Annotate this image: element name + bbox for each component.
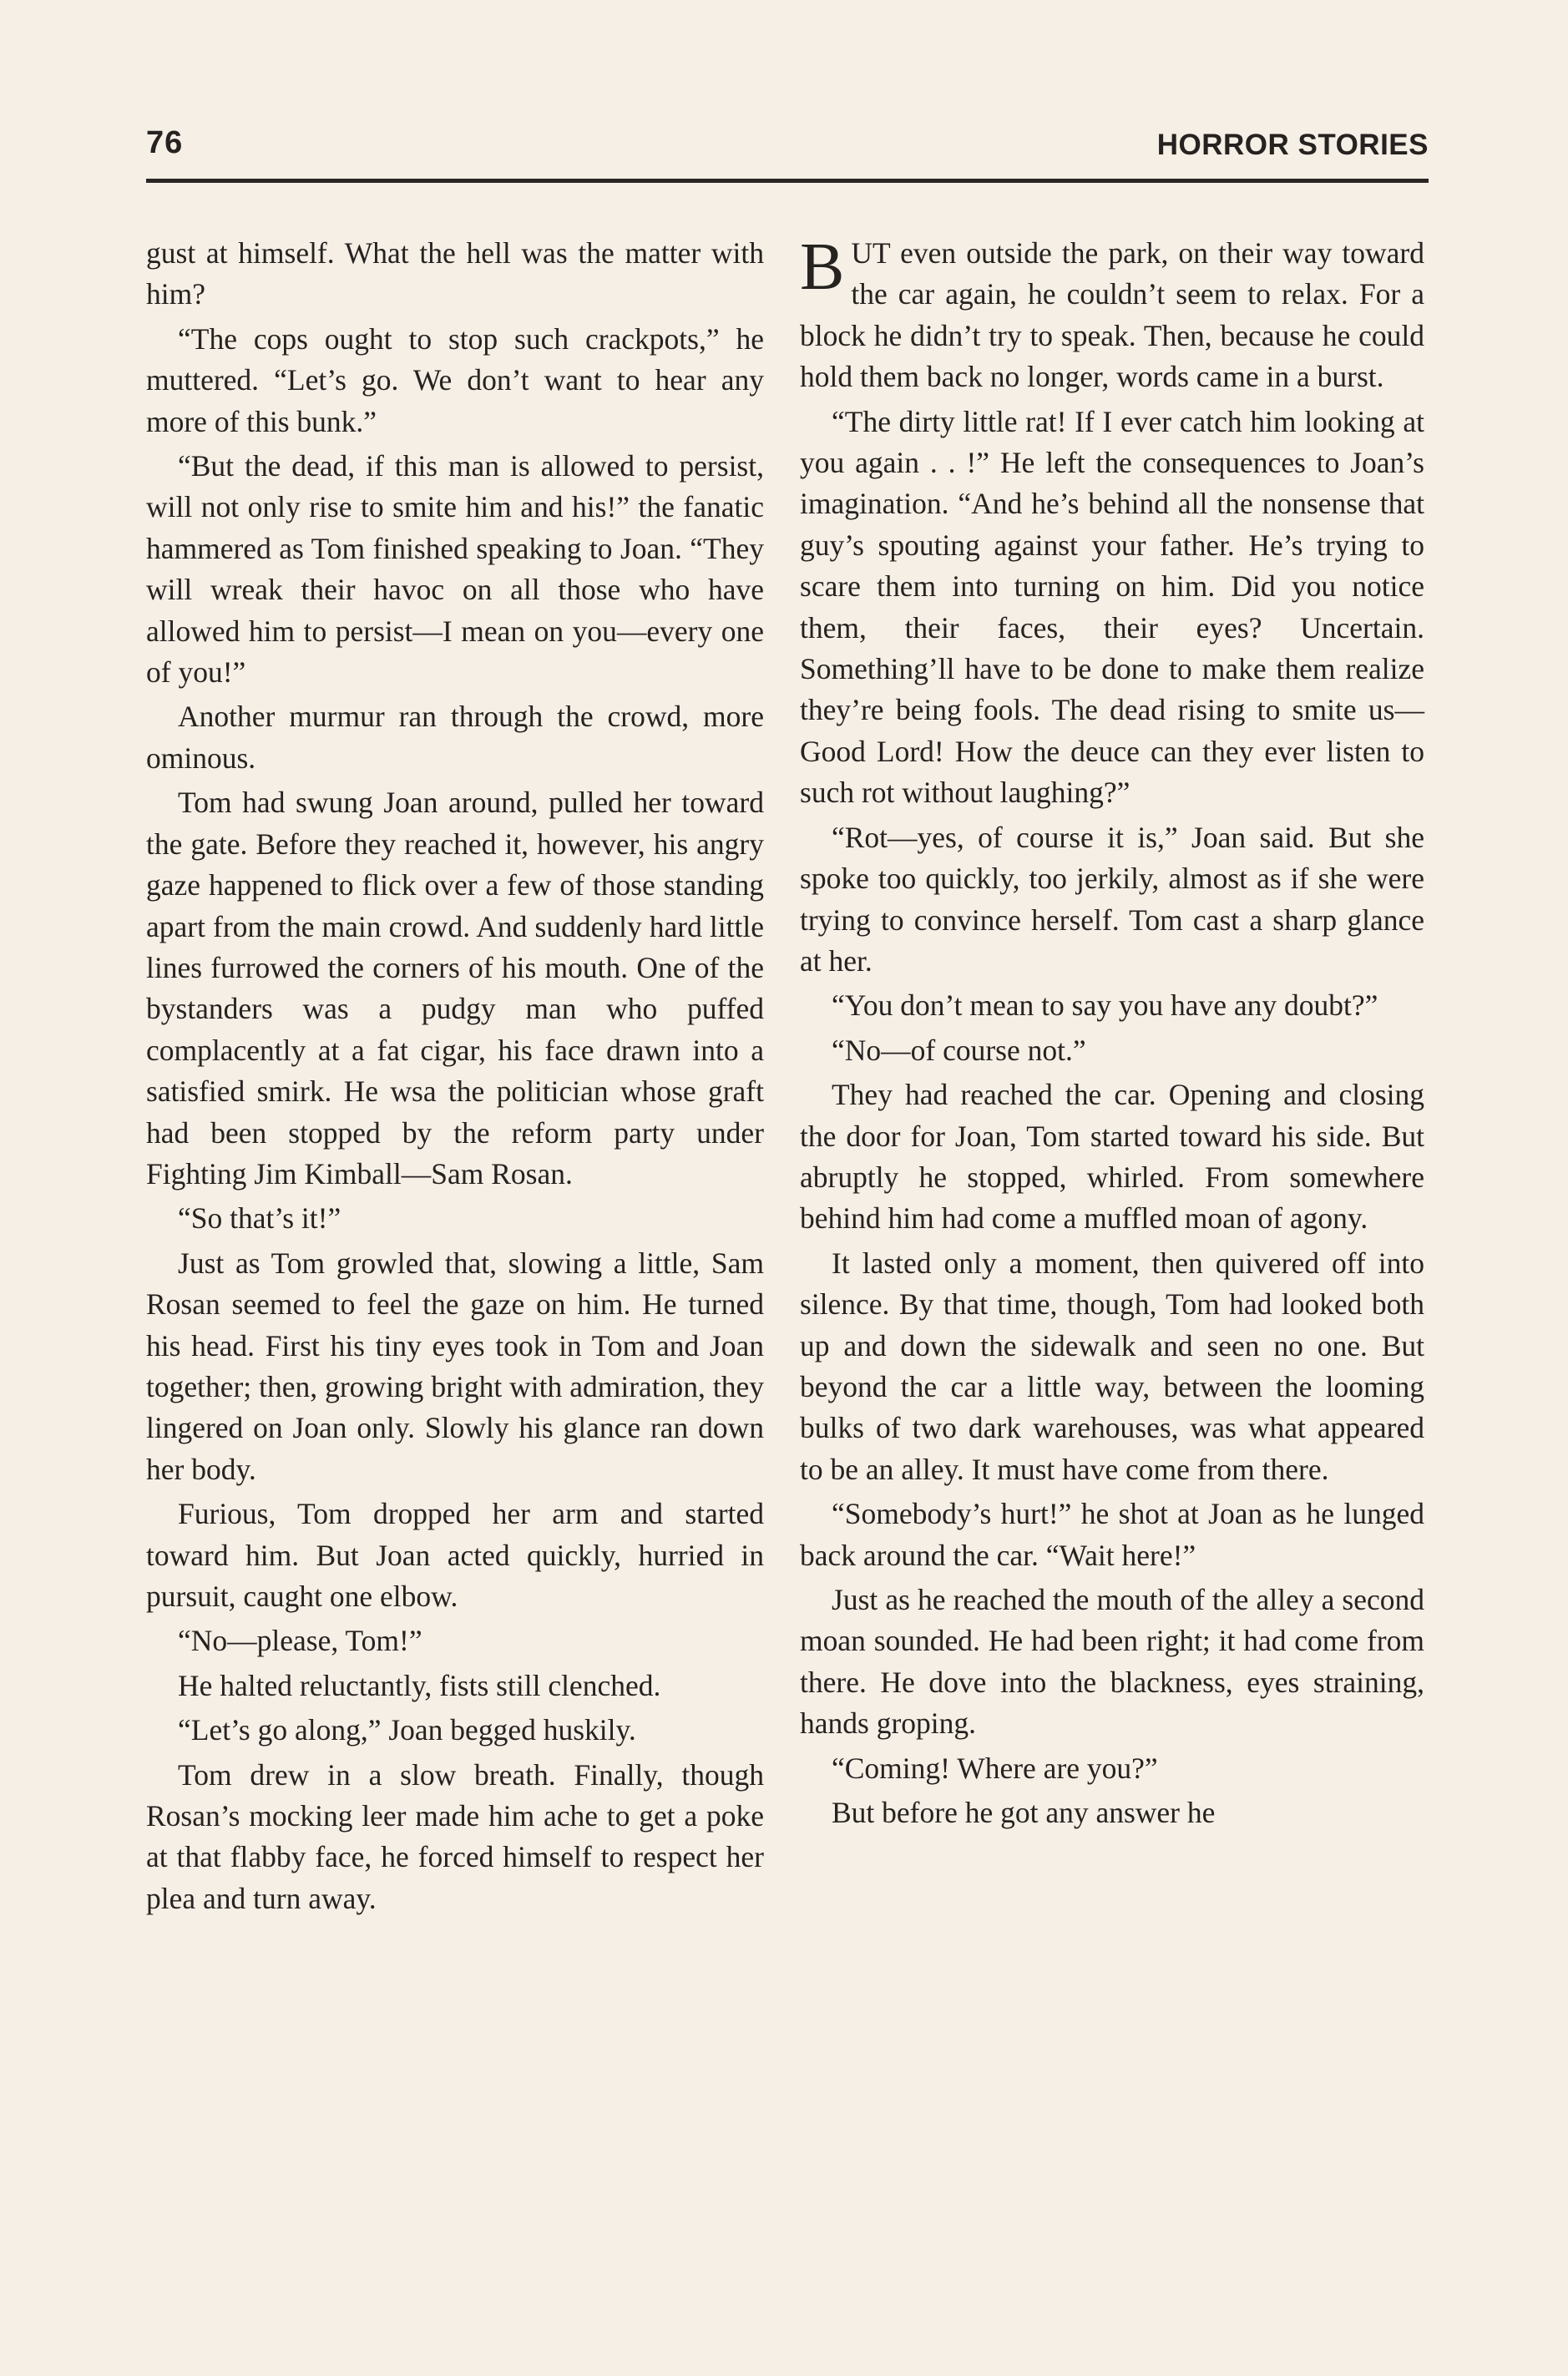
left-column <box>146 233 764 1923</box>
paragraph: He halted reluctantly, fists still clenched. <box>178 1668 661 1702</box>
paragraph: Furious, Tom dropped her arm and started toward him. But Joan acted quickly, hurried in pursuit, caught one elbow. <box>146 1497 764 1613</box>
paragraph: “But the dead, if this man is allowed to persist, will not only rise to smite him and his!” the fanatic hammered as Tom finished speaking to Joan. “They will wreak their havoc on all those who have allowed him to persist—I mean on you—every one of you!” <box>146 449 764 690</box>
page-header <box>146 125 1429 175</box>
paragraph: “Coming! Where are you?” <box>832 1751 1158 1785</box>
paragraph: “No—please, Tom!” <box>178 1624 422 1658</box>
paragraph: “The dirty little rat! If I ever catch him looking at you again . . !” He left the consequences to Joan’s imagination. “And he’s behind all the nonsense that guy’s spouting against your father. He’s trying to scare them into turning on him. Did you notice them, their faces, their eyes? Uncertain. Something’ll have to be done to make them realize they’re being fools. The dead rising to smite us—Good Lord! How the deuce can they ever listen to such rot without laughing?” <box>800 404 1424 810</box>
paragraph: “No—of course not.” <box>832 1033 1086 1067</box>
paragraph: “Let’s go along,” Joan begged huskily. <box>178 1713 636 1747</box>
paragraph: “The cops ought to stop such crackpots,” he muttered. “Let’s go. We don’t want to hear any more of this bunk.” <box>146 321 764 438</box>
dropcap-letter: B <box>800 230 845 304</box>
paragraph-text: even outside the park, on their way toward the car again, he couldn’t seem to relax. For a block he didn’t try to speak. Then, because he could hold them back no longer, words came in a burst. <box>800 236 1424 394</box>
paragraph: Tom drew in a slow breath. Finally, though Rosan’s mocking leer made him ache to get a poke at that flabby face, he forced himself to respect her plea and turn away. <box>146 1757 764 1915</box>
paragraph: Another murmur ran through the crowd, more ominous. <box>146 700 764 775</box>
right-column <box>800 230 1424 1837</box>
paragraph: gust at himself. What the hell was the matter with him? <box>146 236 764 311</box>
header-rule <box>146 179 1429 183</box>
paragraph: Just as Tom growled that, slowing a little, Sam Rosan seemed to feel the gaze on him. He turned his head. First his tiny eyes took in Tom and Joan together; then, growing bright with admiration, they lingered on Joan only. Slowly his glance ran down her body. <box>146 1246 764 1486</box>
paragraph: It lasted only a moment, then quivered off into silence. By that time, though, Tom had looked both up and down the sidewalk and seen no one. But beyond the car a little way, between the looming bulks of two dark warehouses, was what appeared to be an alley. It must have come from there. <box>800 1246 1424 1486</box>
running-head: HORROR STORIES <box>1156 129 1429 161</box>
paragraph: Tom had swung Joan around, pulled her toward the gate. Before they reached it, however, his angry gaze happened to flick over a few of those standing apart from the main crowd. And suddenly hard little lines furrowed the corners of his mouth. One of the bystanders was a pudgy man who puffed complacently at a fat cigar, his face drawn into a satisfied smirk. He wsa the politician whose graft had been stopped by the reform party under Fighting Jim Kimball—Sam Rosan. <box>146 786 764 1191</box>
opening-paragraph <box>800 230 1424 398</box>
paragraph: “Somebody’s hurt!” he shot at Joan as he lunged back around the car. “Wait here!” <box>800 1497 1424 1572</box>
paragraph: “You don’t mean to say you have any doubt?” <box>832 988 1378 1023</box>
paragraph: “So that’s it!” <box>178 1201 341 1236</box>
paragraph: But before he got any answer he <box>832 1796 1216 1830</box>
paragraph: “Rot—yes, of course it is,” Joan said. But she spoke too quickly, too jerkily, almost as if she were trying to convince herself. Tom cast a sharp glance at her. <box>800 820 1424 978</box>
paragraph: Just as he reached the mouth of the alley a second moan sounded. He had been right; it had come from there. He dove into the blackness, eyes straining, hands groping. <box>800 1583 1424 1741</box>
paragraph: They had reached the car. Opening and closing the door for Joan, Tom started toward his side. But abruptly he stopped, whirled. From somewhere behind him had come a muffled moan of agony. <box>800 1078 1424 1236</box>
dropcap-rest: UT <box>851 236 891 270</box>
page-number: 76 <box>146 125 184 160</box>
